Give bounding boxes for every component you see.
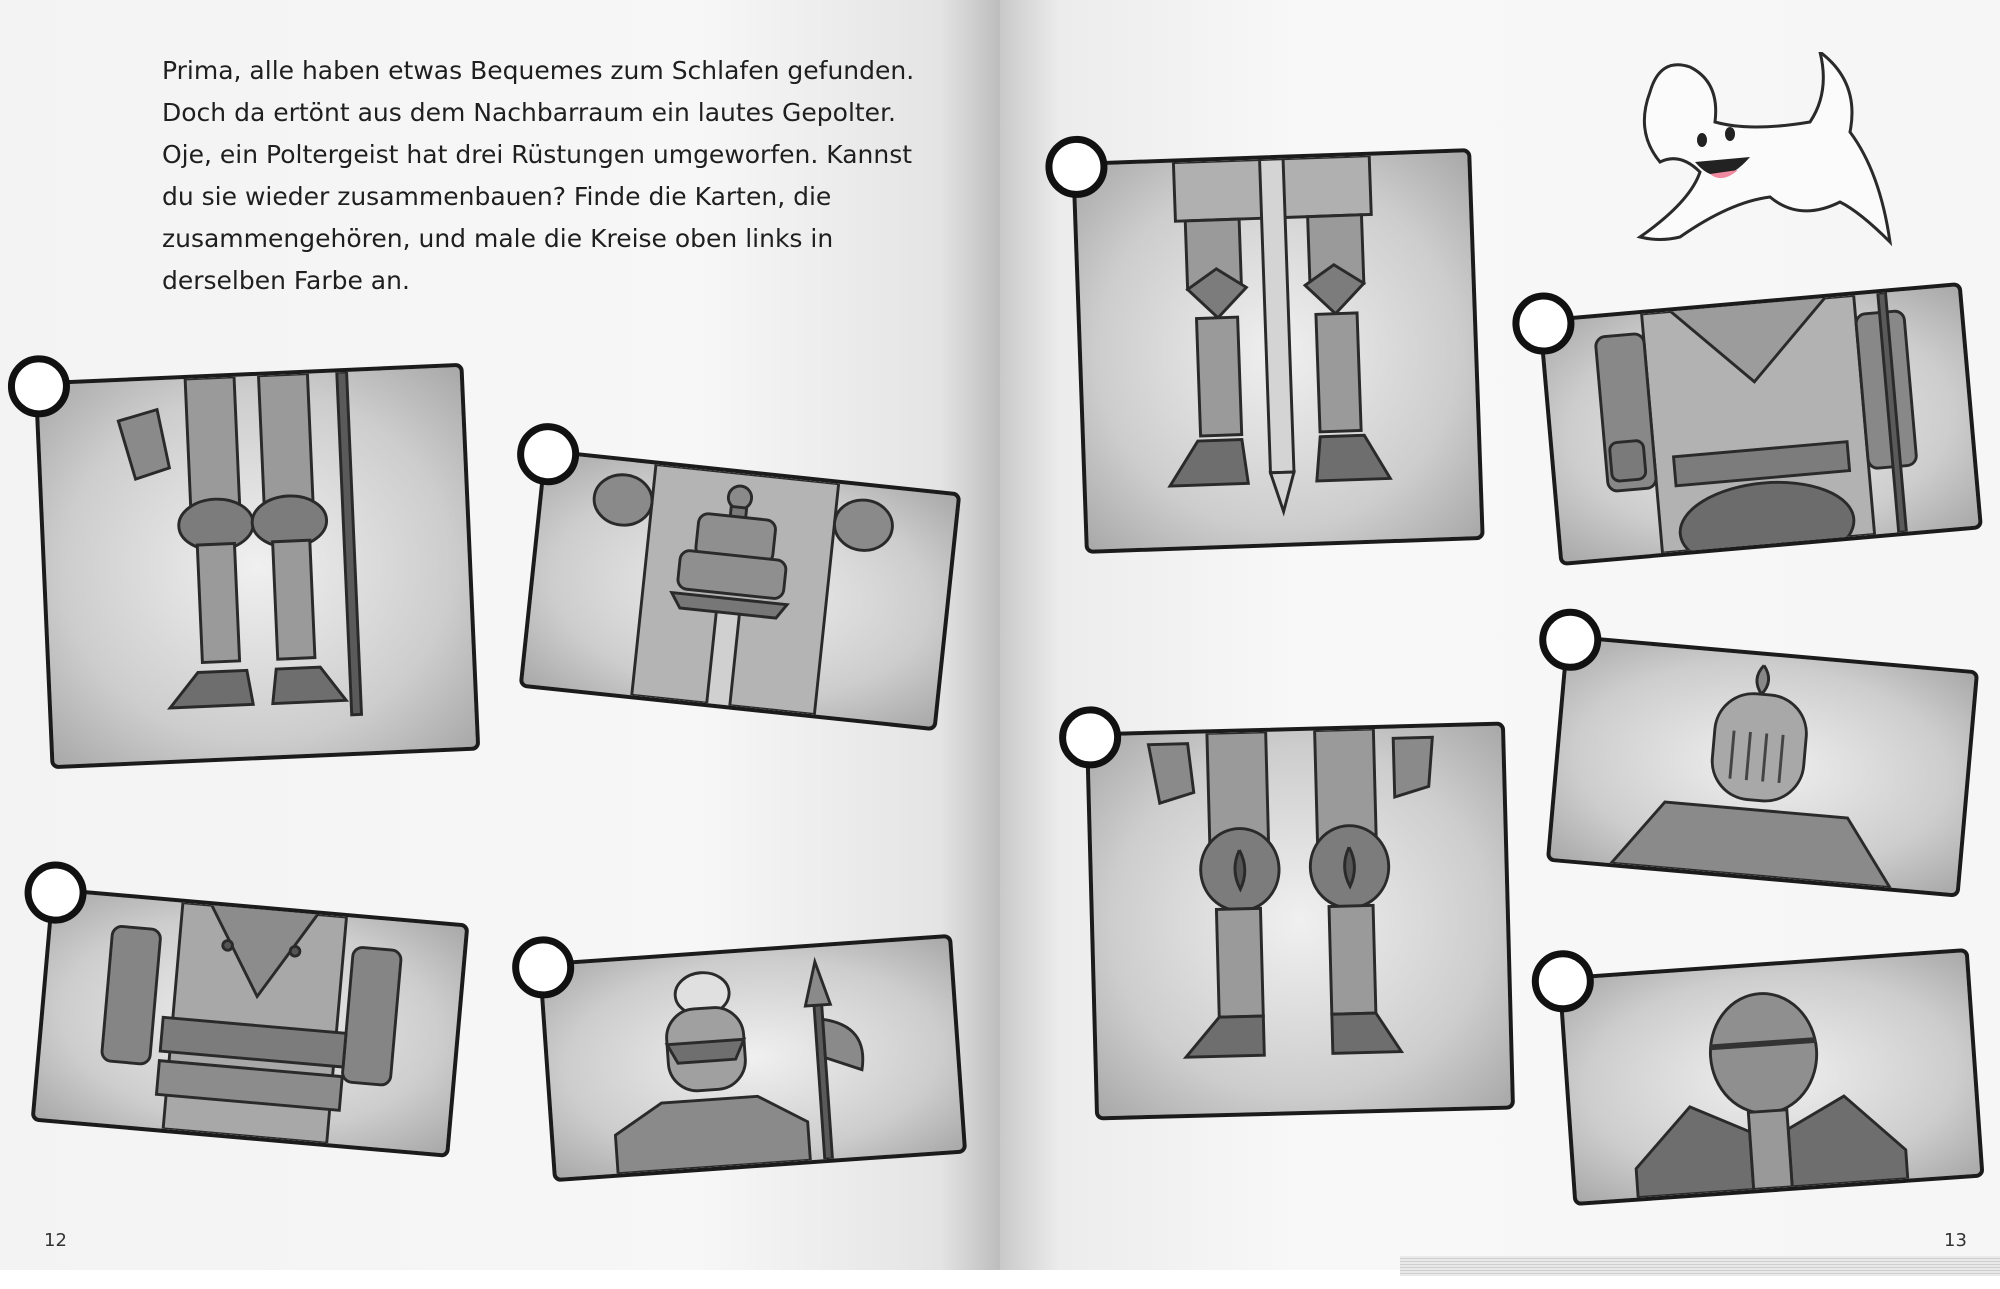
page-number-left: 12 [44, 1230, 67, 1251]
fleur-helmet-drawing [1550, 639, 1975, 894]
page-number-right: 13 [1944, 1230, 1967, 1251]
legs-fleur-knees-drawing [1089, 726, 1511, 1117]
round-helmet-drawing [1562, 952, 1981, 1202]
torso-armor-drawing [35, 891, 465, 1153]
hands-on-sword-drawing [523, 453, 957, 727]
legs-with-sword-drawing [1075, 152, 1480, 549]
legs-with-staff-drawing [38, 367, 476, 765]
card-legs-with-sword[interactable] [1071, 148, 1484, 554]
card-hands-on-sword[interactable] [519, 449, 962, 732]
page-edges [1400, 1256, 2000, 1276]
card-plumed-helmet-halberd[interactable] [538, 934, 967, 1182]
plumed-helmet-halberd-drawing [542, 938, 963, 1178]
card-torso-with-spear[interactable] [1538, 282, 1983, 566]
poltergeist-illustration [1620, 52, 1910, 252]
card-fleur-helmet[interactable] [1546, 634, 1979, 897]
card-torso-armor[interactable] [31, 887, 470, 1158]
card-round-helmet[interactable] [1557, 948, 1984, 1206]
torso-with-spear-drawing [1542, 286, 1978, 561]
card-legs-with-staff[interactable] [34, 363, 481, 769]
card-legs-fleur-knees[interactable] [1085, 722, 1515, 1121]
intro-text: Prima, alle haben etwas Bequemes zum Schlafen gefunden. Doch da ertönt aus dem Nachbarraum ein lautes Gepolter. Oje, ein Poltergeist hat drei Rüstungen umgeworfen. Kannst du sie wieder zusammenbauen? Finde die Karten, die zusammengehören, und male die Kreise oben links in derselben Farbe an. [162, 56, 915, 295]
